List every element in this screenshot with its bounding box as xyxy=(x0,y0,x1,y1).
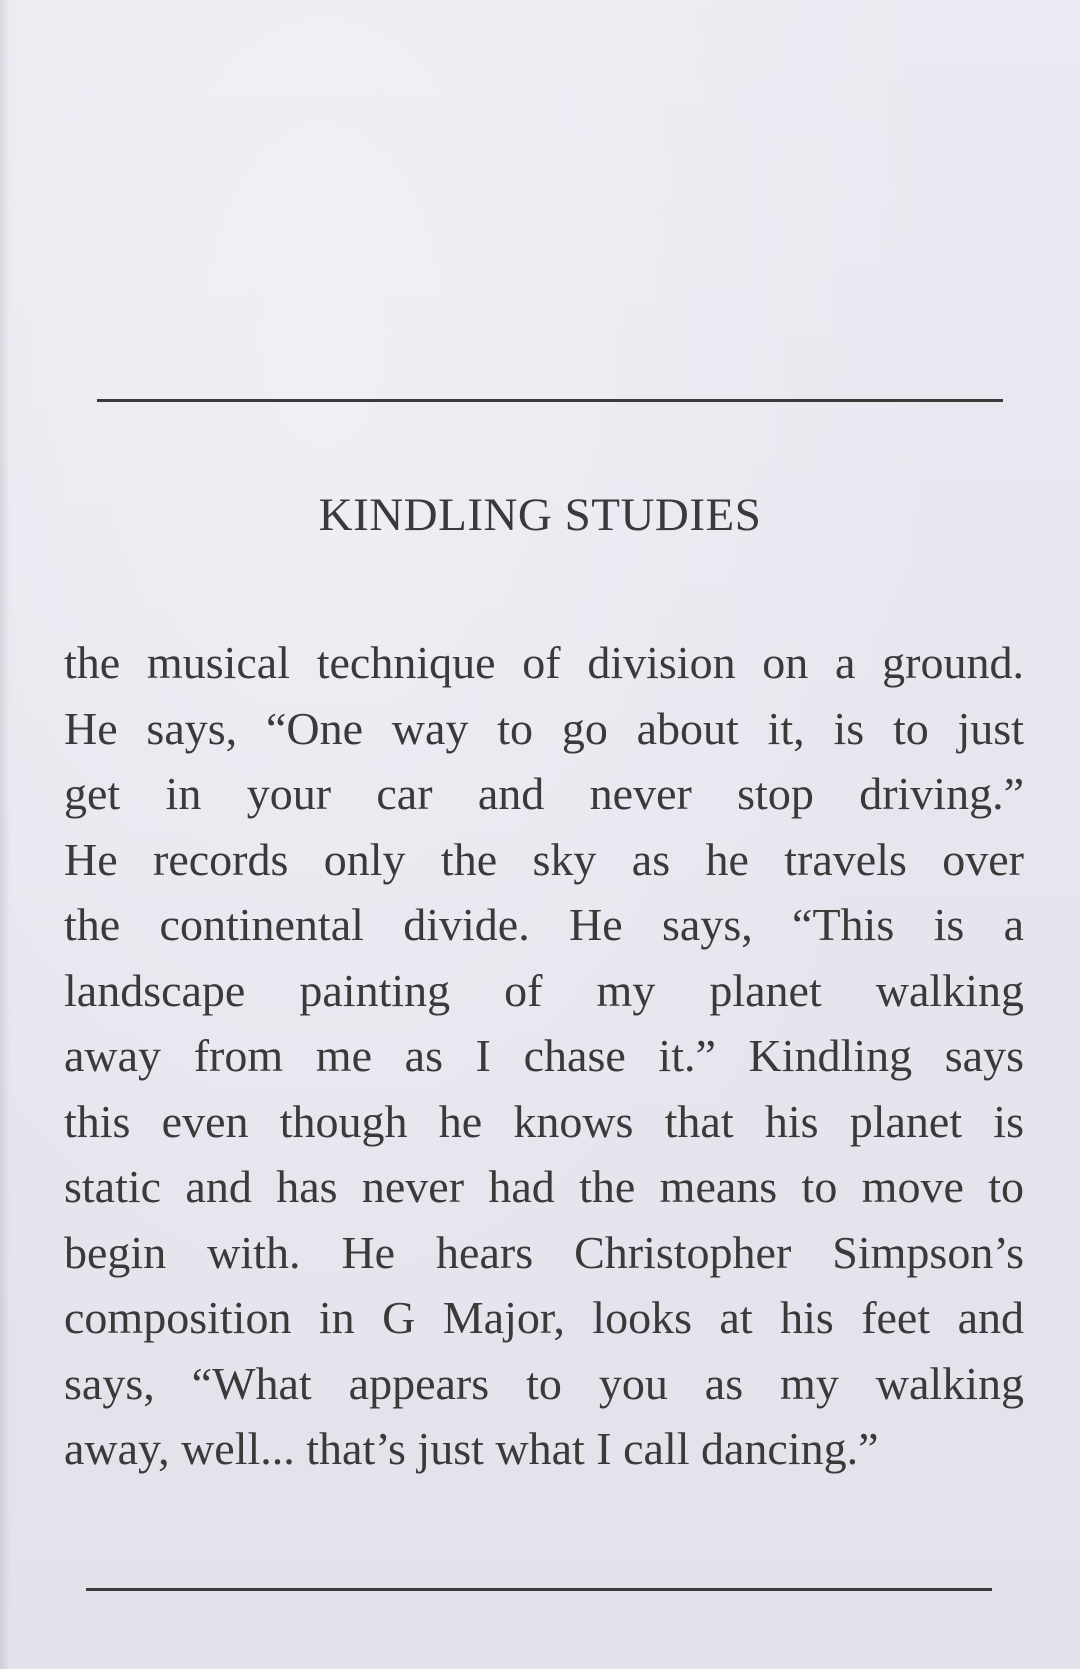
text-line: get in your car and never stop driving.” xyxy=(64,768,1024,819)
text-line: says, “What appears to you as my walking xyxy=(64,1357,1024,1409)
section-title: KINDLING STUDIES xyxy=(318,489,762,541)
text-line: the musical technique of division on a ground. xyxy=(64,637,1024,688)
text-line: composition in G Major, looks at his feet and xyxy=(64,1292,1024,1343)
text-line: away from me as I chase it.” Kindling says xyxy=(64,1030,1024,1081)
text-line: the continental divide. He says, “This is a xyxy=(64,899,1024,950)
text-line: He records only the sky as he travels over xyxy=(64,833,1024,885)
text-line: this even though he knows that his planet is xyxy=(64,1095,1024,1147)
text-line: landscape painting of my planet walking xyxy=(64,964,1024,1016)
body-paragraph xyxy=(64,630,1024,1482)
top-rule xyxy=(97,399,1003,402)
text-line: He says, “One way to go about it, is to just xyxy=(64,702,1024,754)
text-line: begin with. He hears Christopher Simpson’s xyxy=(64,1226,1024,1278)
text-line: static and has never had the means to move to xyxy=(64,1161,1024,1212)
text-line: away, well... that’s just what I call dancing.” xyxy=(64,1423,879,1474)
page-edge-shadow xyxy=(0,0,10,1669)
bottom-rule xyxy=(86,1588,992,1591)
